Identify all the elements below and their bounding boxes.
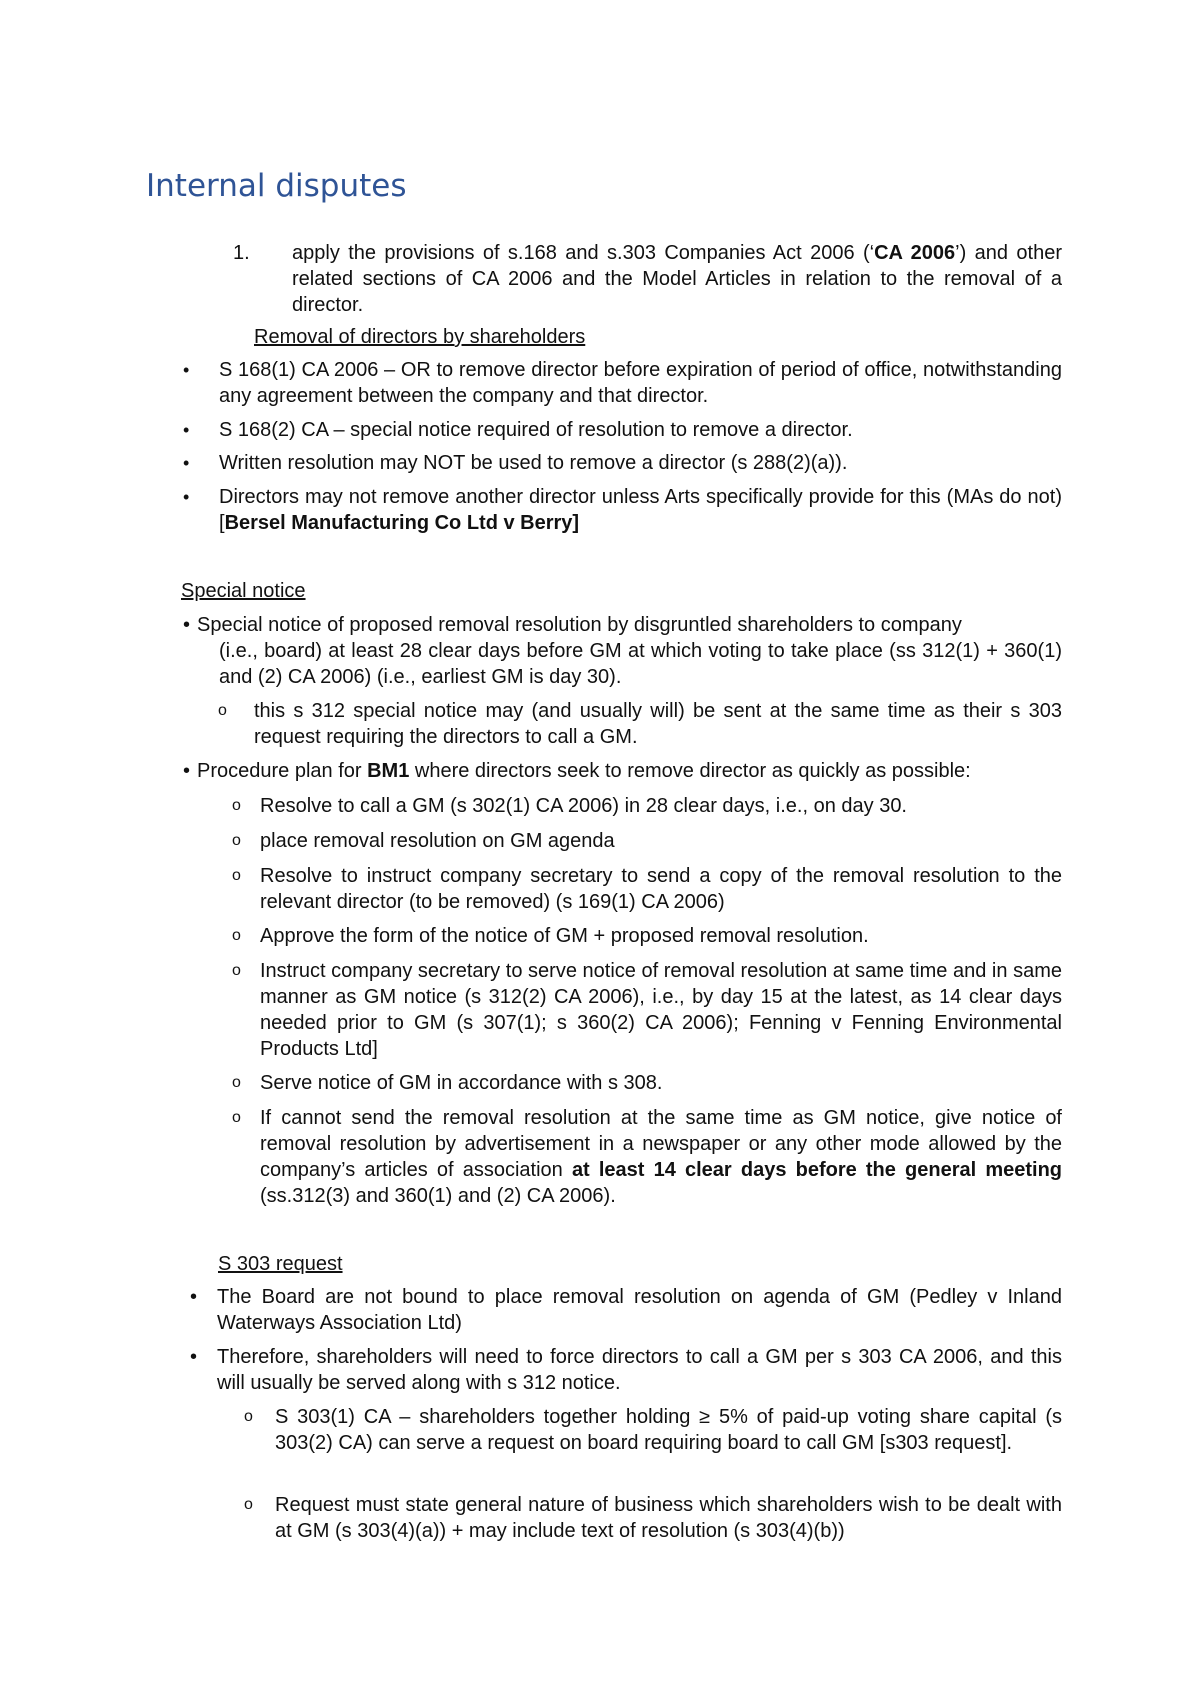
list-item: Instruct company secretary to serve notice of removal resolution at same time and in same manner as GM notice (s 312(2) CA 2006), i.e., by day 15 at the latest, as 14 clear days needed prior to GM (s 307(1); s 360(2) CA 2006); Fenning v Fenning Environmental Products Ltd] <box>260 960 1062 1060</box>
list-item: Procedure plan for BM1 where directors seek to remove director as quickly as possible: <box>197 760 971 782</box>
bullet-icon: • <box>183 420 190 440</box>
list-item: S 303(1) CA – shareholders together holding ≥ 5% of paid-up voting share capital (s 303(2) CA) can serve a request on board requiring board to call GM [s303 request]. <box>275 1406 1062 1454</box>
bullet-icon: • <box>183 360 190 380</box>
sub-bullet-icon: o <box>232 1074 241 1091</box>
sub-bullet-icon: o <box>244 1408 253 1425</box>
list-item: place removal resolution on GM agenda <box>260 830 615 852</box>
sub-bullet-icon: o <box>218 702 227 719</box>
section-heading-special-notice: Special notice <box>181 580 306 602</box>
bullet-icon: • <box>190 1286 198 1308</box>
list-number: 1. <box>233 242 250 264</box>
sub-bullet-icon: o <box>232 1109 241 1126</box>
list-item: Directors may not remove another director unless Arts specifically provide for this (MAs do not) [Bersel Manufacturing Co Ltd v Berry] <box>219 486 1062 534</box>
bullet-icon: • <box>183 487 190 507</box>
list-item: Request must state general nature of business which shareholders wish to be dealt with at GM (s 303(4)(a)) + may include text of resolution (s 303(4)(b)) <box>275 1494 1062 1542</box>
list-item: apply the provisions of s.168 and s.303 Companies Act 2006 (‘CA 2006’) and other related sections of CA 2006 and the Model Articles in relation to the removal of a director. <box>292 242 1063 316</box>
sub-bullet-icon: o <box>232 832 241 849</box>
list-item: S 168(1) CA 2006 – OR to remove director before expiration of period of office, notwithstanding any agreement between the company and that director. <box>219 359 1062 407</box>
bullet-icon: • <box>183 453 190 473</box>
bullet-icon: • <box>183 614 191 636</box>
list-item: Written resolution may NOT be used to remove a director (s 288(2)(a)). <box>219 452 848 474</box>
section-heading-s303: S 303 request <box>218 1253 343 1275</box>
list-item: Approve the form of the notice of GM + proposed removal resolution. <box>260 925 869 947</box>
sub-bullet-icon: o <box>232 927 241 944</box>
list-item: Resolve to instruct company secretary to send a copy of the removal resolution to the relevant director (to be removed) (s 169(1) CA 2006) <box>260 865 1062 913</box>
sub-bullet-icon: o <box>232 962 241 979</box>
list-item: S 168(2) CA – special notice required of resolution to remove a director. <box>219 419 853 441</box>
list-item: Serve notice of GM in accordance with s 308. <box>260 1072 663 1094</box>
page-title: Internal disputes <box>146 168 407 204</box>
list-item: If cannot send the removal resolution at the same time as GM notice, give notice of removal resolution by advertisement in a newspaper or any other mode allowed by the company’s articles of association at least 14 clear days before the general meeting (ss.312(3) and 360(1) and (2) CA 2006). <box>260 1107 1062 1207</box>
sub-bullet-icon: o <box>244 1496 253 1513</box>
list-item: The Board are not bound to place removal resolution on agenda of GM (Pedley v Inland Waterways Association Ltd) <box>217 1286 1062 1334</box>
sub-bullet-icon: o <box>232 797 241 814</box>
bullet-icon: • <box>183 760 191 782</box>
list-item: Therefore, shareholders will need to force directors to call a GM per s 303 CA 2006, and this will usually be served along with s 312 notice. <box>217 1346 1062 1394</box>
sub-bullet-icon: o <box>232 867 241 884</box>
list-item: Resolve to call a GM (s 302(1) CA 2006) in 28 clear days, i.e., on day 30. <box>260 795 907 817</box>
list-item: this s 312 special notice may (and usually will) be sent at the same time as their s 303 request requiring the directors to call a GM. <box>254 700 1062 748</box>
list-item: Special notice of proposed removal resolution by disgruntled shareholders to company (i.e., board) at least 28 clear days before GM at which voting to take place (ss 312(1) + 360(1) and (2) CA 2006) (i.e., earliest GM is day 30). <box>197 614 1062 688</box>
section-heading-removal: Removal of directors by shareholders <box>254 326 586 348</box>
bullet-icon: • <box>190 1346 198 1368</box>
